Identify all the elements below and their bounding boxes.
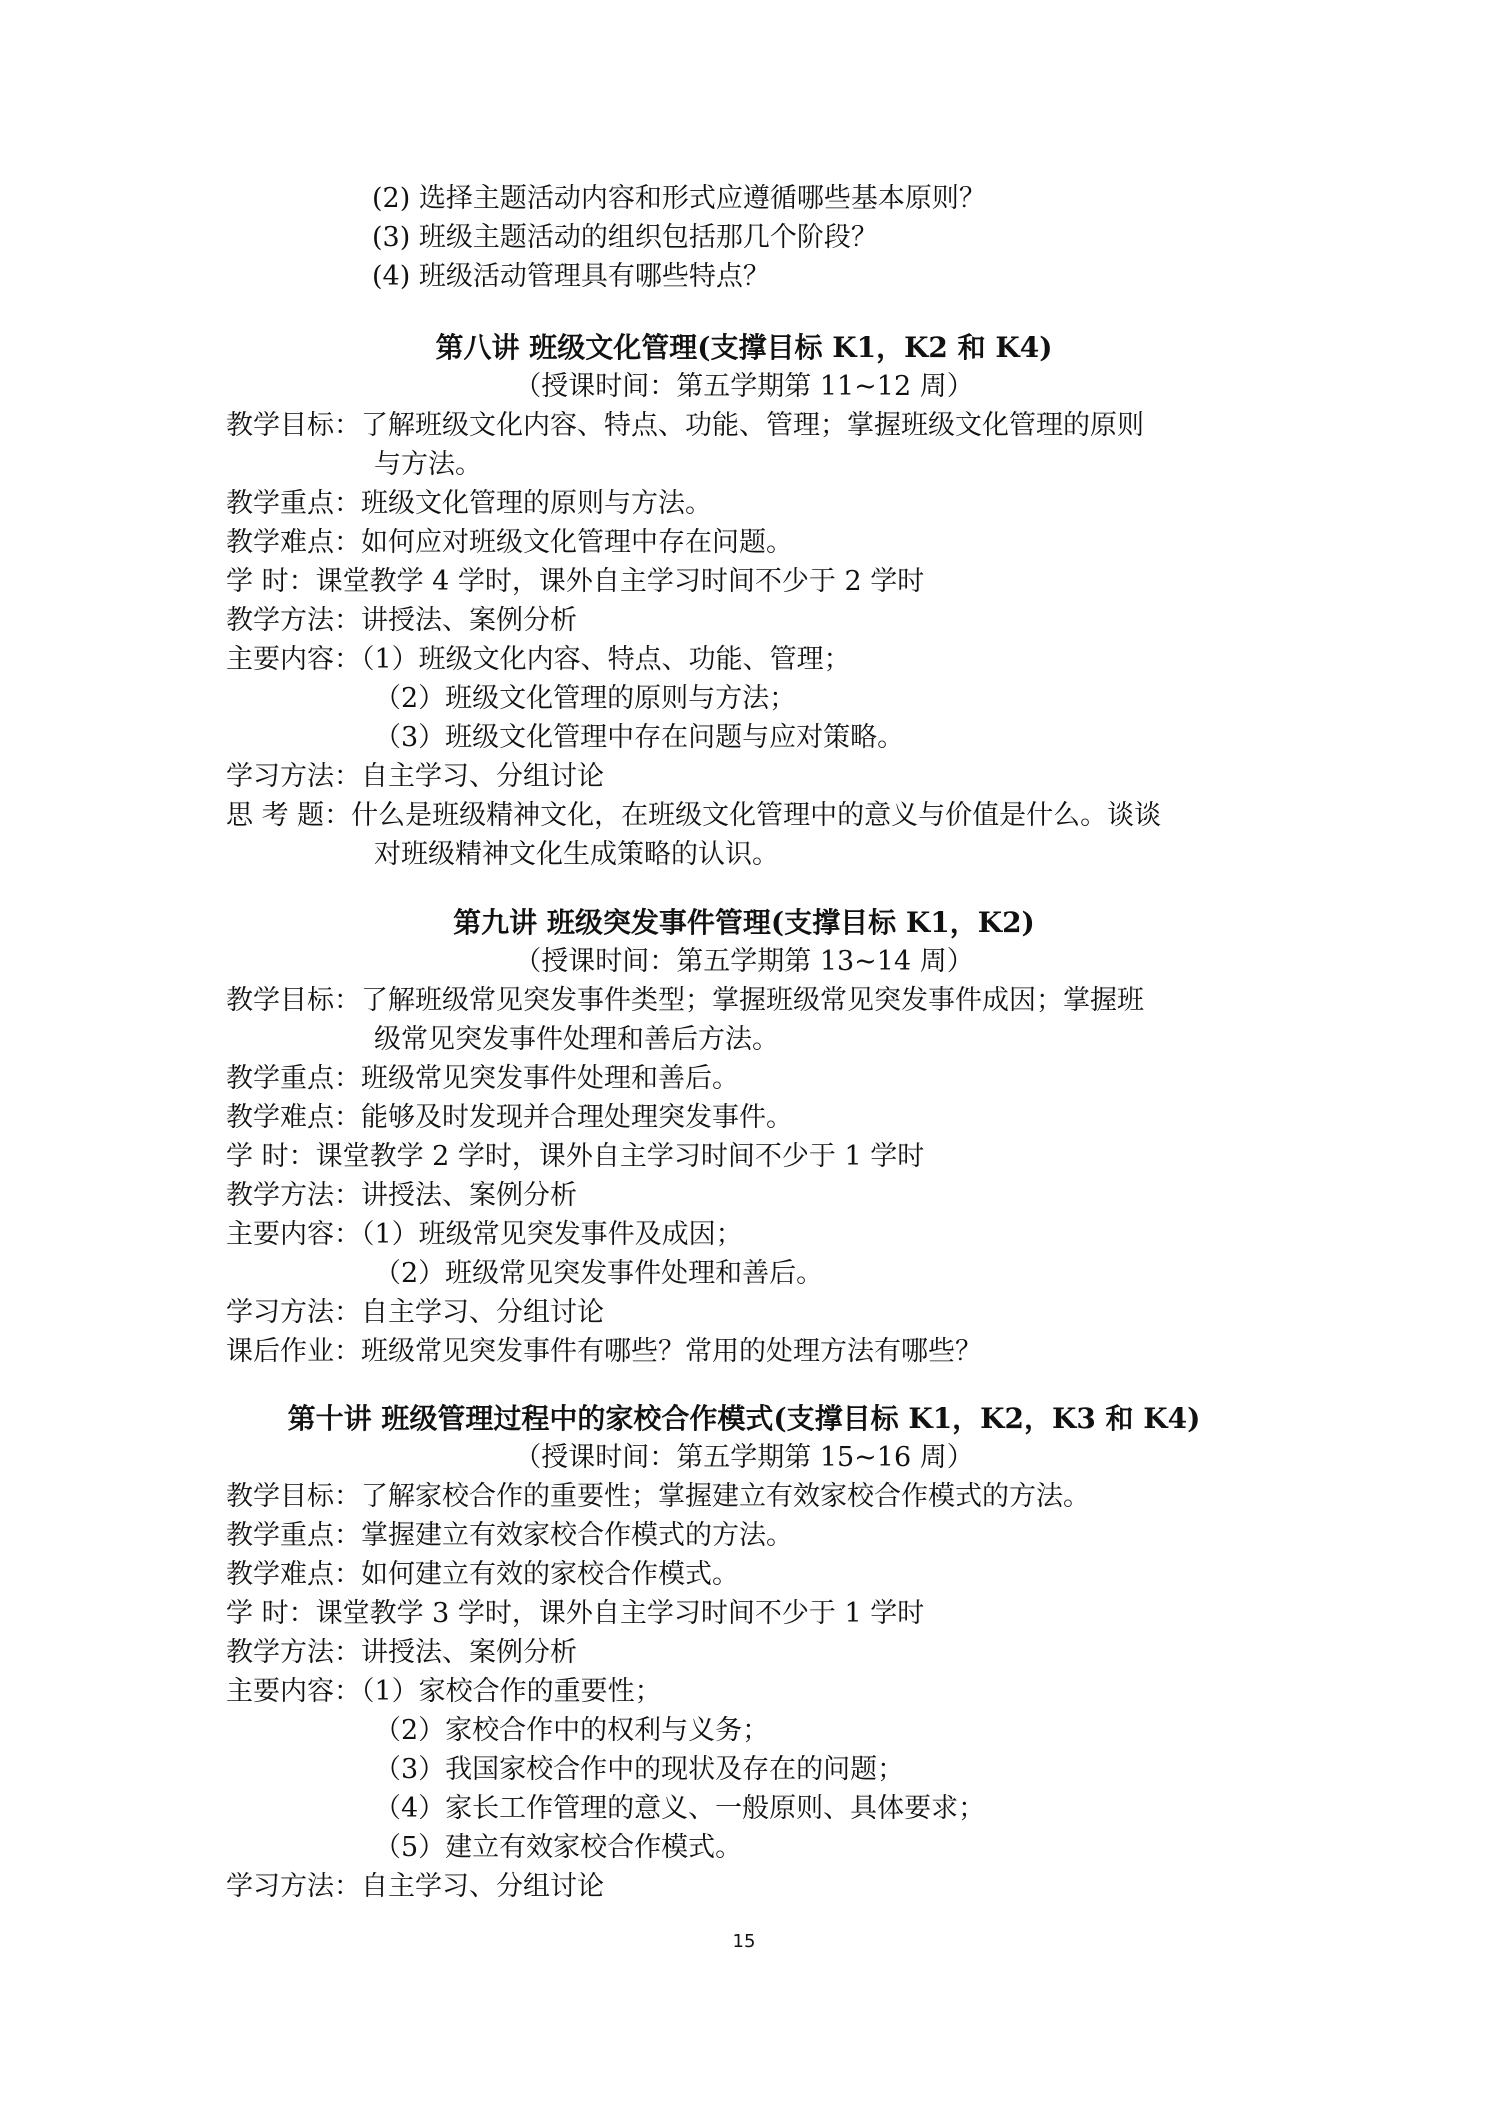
lecture8-hours: 学 时：课堂教学 4 学时，课外自主学习时间不少于 2 学时 xyxy=(226,566,925,597)
lecture8-title: 第八讲 班级文化管理(支撑目标 K1，K2 和 K4) xyxy=(435,331,1053,364)
lecture10-content-item: （4）家长工作管理的意义、一般原则、具体要求； xyxy=(374,1793,986,1824)
lecture10-study: 学习方法：自主学习、分组讨论 xyxy=(226,1871,604,1902)
lecture9-key: 教学重点：班级常见突发事件处理和善后。 xyxy=(226,1063,739,1094)
lecture10-content-item: （5）建立有效家校合作模式。 xyxy=(374,1832,743,1863)
lecture10-goal: 教学目标：了解家校合作的重要性；掌握建立有效家校合作模式的方法。 xyxy=(226,1481,1090,1512)
lecture10-hours: 学 时：课堂教学 3 学时，课外自主学习时间不少于 1 学时 xyxy=(226,1598,925,1629)
question-3: (3) 班级主题活动的组织包括那几个阶段？ xyxy=(372,222,878,253)
lecture8-difficulty: 教学难点：如何应对班级文化管理中存在问题。 xyxy=(226,527,793,558)
lecture10-difficulty: 教学难点：如何建立有效的家校合作模式。 xyxy=(226,1559,739,1590)
lecture9-title: 第九讲 班级突发事件管理(支撑目标 K1，K2) xyxy=(453,906,1035,939)
lecture8-content: 主要内容：（1）班级文化内容、特点、功能、管理； xyxy=(226,644,851,675)
lecture10-method: 教学方法：讲授法、案例分析 xyxy=(226,1637,577,1668)
question-2: (2) 选择主题活动内容和形式应遵循哪些基本原则？ xyxy=(372,183,986,214)
lecture9-difficulty: 教学难点：能够及时发现并合理处理突发事件。 xyxy=(226,1102,793,1133)
page-number: 15 xyxy=(732,1931,756,1952)
lecture9-hours: 学 时：课堂教学 2 学时，课外自主学习时间不少于 1 学时 xyxy=(226,1141,925,1172)
question-4: (4) 班级活动管理具有哪些特点？ xyxy=(372,261,770,292)
lecture10-title: 第十讲 班级管理过程中的家校合作模式(支撑目标 K1，K2，K3 和 K4) xyxy=(287,1402,1201,1435)
lecture10-content: 主要内容：（1）家校合作的重要性； xyxy=(226,1676,662,1707)
lecture9-goal: 教学目标：了解班级常见突发事件类型；掌握班级常见突发事件成因；掌握班 xyxy=(226,985,1144,1016)
lecture9-content: 主要内容：（1）班级常见突发事件及成因； xyxy=(226,1219,743,1250)
lecture9-content-item: （2）班级常见突发事件处理和善后。 xyxy=(374,1258,824,1289)
lecture10-key: 教学重点：掌握建立有效家校合作模式的方法。 xyxy=(226,1520,793,1551)
lecture8-goal: 教学目标：了解班级文化内容、特点、功能、管理；掌握班级文化管理的原则 xyxy=(226,410,1144,441)
lecture9-method: 教学方法：讲授法、案例分析 xyxy=(226,1180,577,1211)
lecture8-content-item: （2）班级文化管理的原则与方法； xyxy=(374,683,797,714)
lecture10-content-item: （2）家校合作中的权利与义务； xyxy=(374,1715,770,1746)
lecture8-think-cont: 对班级精神文化生成策略的认识。 xyxy=(374,839,779,870)
lecture8-time: （授课时间：第五学期第 11~12 周） xyxy=(514,371,974,402)
lecture9-time: （授课时间：第五学期第 13~14 周） xyxy=(514,946,974,977)
lecture9-study: 学习方法：自主学习、分组讨论 xyxy=(226,1297,604,1328)
lecture9-goal-cont: 级常见突发事件处理和善后方法。 xyxy=(374,1024,779,1055)
lecture8-content-item: （3）班级文化管理中存在问题与应对策略。 xyxy=(374,722,905,753)
lecture8-goal-cont: 与方法。 xyxy=(374,449,482,480)
lecture10-content-item: （3）我国家校合作中的现状及存在的问题； xyxy=(374,1754,905,1785)
lecture8-think: 思 考 题：什么是班级精神文化，在班级文化管理中的意义与价值是什么。谈谈 xyxy=(226,800,1162,831)
lecture9-homework: 课后作业：班级常见突发事件有哪些？常用的处理方法有哪些？ xyxy=(226,1336,982,1367)
lecture8-key: 教学重点：班级文化管理的原则与方法。 xyxy=(226,488,712,519)
lecture10-time: （授课时间：第五学期第 15~16 周） xyxy=(514,1442,974,1473)
lecture8-study: 学习方法：自主学习、分组讨论 xyxy=(226,761,604,792)
lecture8-method: 教学方法：讲授法、案例分析 xyxy=(226,605,577,636)
